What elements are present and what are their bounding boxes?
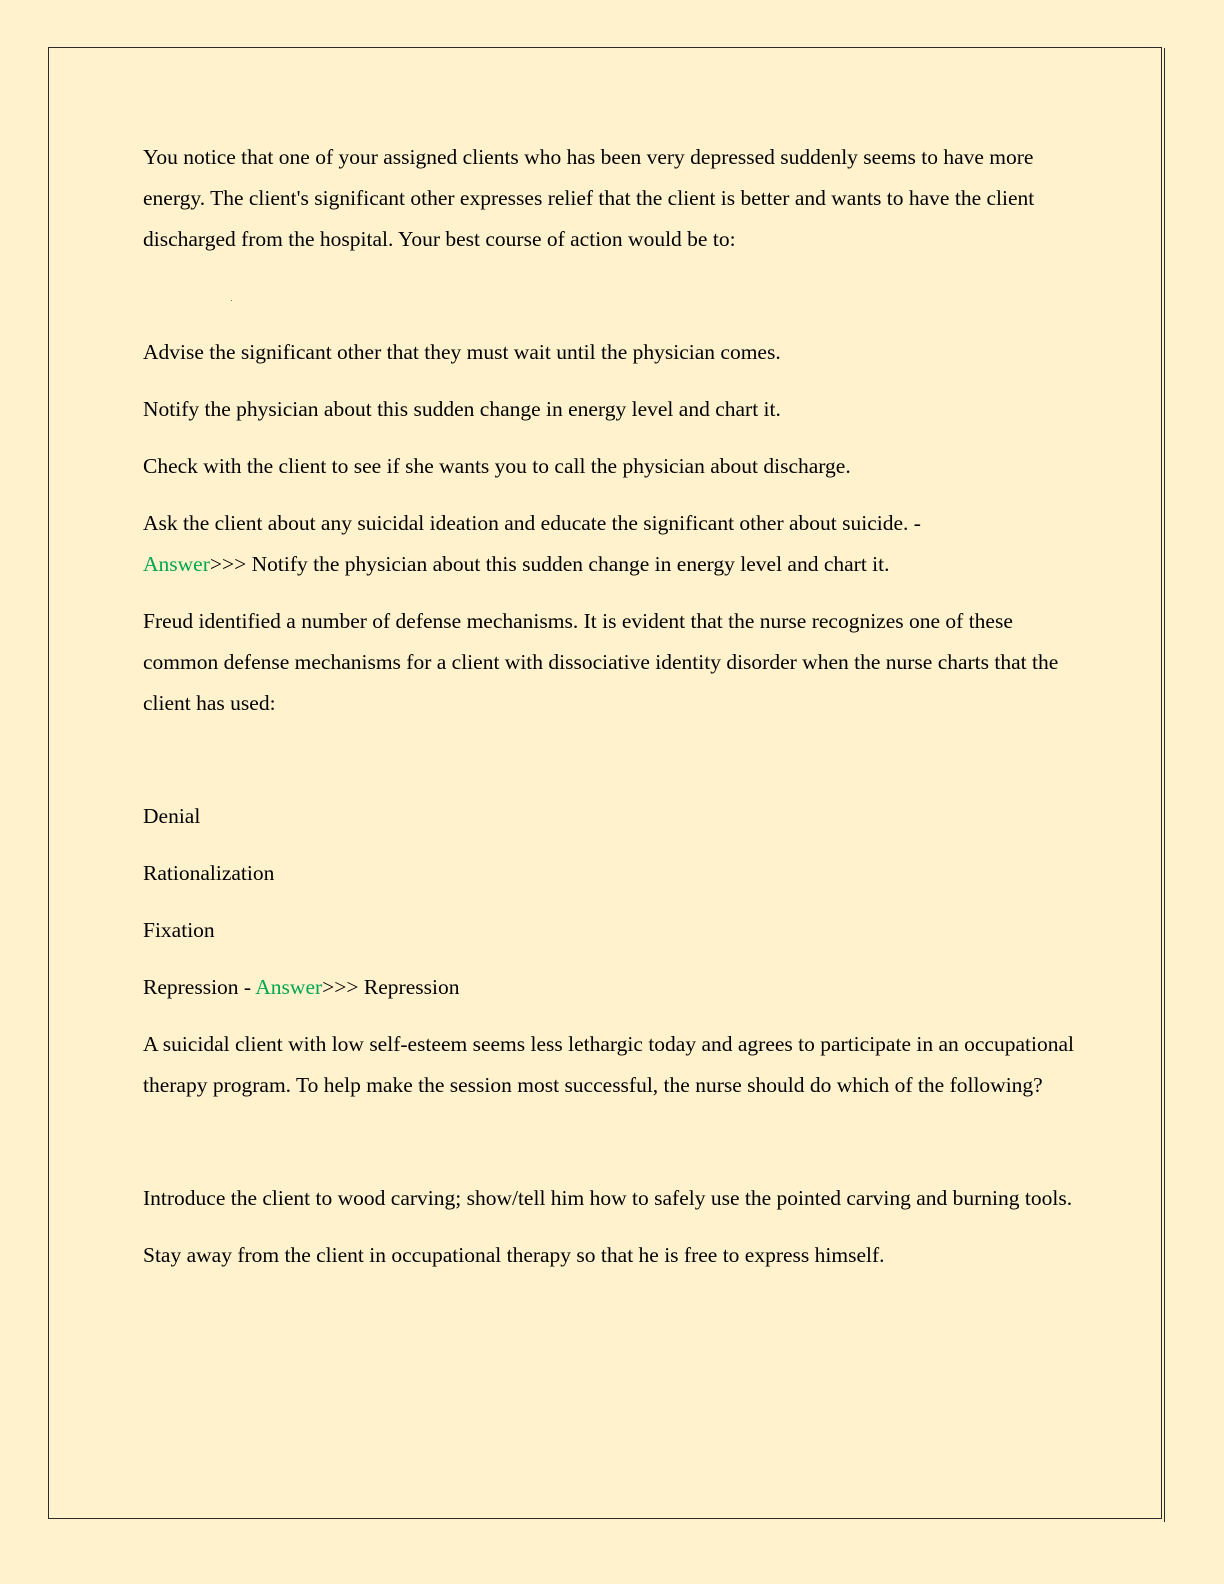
question-3-option-1: Introduce the client to wood carving; show/tell him how to safely use the pointed carving and burning tools. bbox=[143, 1186, 1073, 1210]
question-1-option-3: Check with the client to see if she wants you to call the physician about discharge. bbox=[143, 454, 851, 478]
question-2-option-4: Repression - bbox=[143, 975, 256, 999]
answer-marker: >>> bbox=[322, 975, 359, 999]
answer-marker: >>> bbox=[209, 552, 247, 576]
question-1-option-4-with-answer bbox=[143, 503, 1083, 585]
question-1-option-4: Ask the client about any suicidal ideation and educate the significant other about suicide. - bbox=[143, 511, 921, 535]
answer-text: Notify the physician about this sudden change in energy level and chart it. bbox=[246, 552, 890, 576]
question-1-option-1: Advise the significant other that they must wait until the physician comes. bbox=[143, 340, 781, 364]
question-2-option-1: Denial bbox=[143, 804, 201, 828]
answer-text: Repression bbox=[358, 975, 460, 999]
question-2-option-4-with-answer bbox=[143, 967, 1083, 1008]
question-1-option-2: Notify the physician about this sudden change in energy level and chart it. bbox=[143, 397, 781, 421]
document-body bbox=[143, 137, 1083, 1276]
question-2-stem: Freud identified a number of defense mechanisms. It is evident that the nurse recognizes one of these common defense mechanisms for a client with dissociative identity disorder when the nurse charts that the client has used: bbox=[143, 609, 1059, 715]
question-2-option-2: Rationalization bbox=[143, 861, 275, 885]
question-1-stem: You notice that one of your assigned clients who has been very depressed suddenly seems to have more energy. The client's significant other expresses relief that the client is better and wants to have the client discharged from the hospital. Your best course of action would be to: bbox=[143, 145, 1035, 251]
question-3-stem: A suicidal client with low self-esteem seems less lethargic today and agrees to participate in an occupational therapy program. To help make the session most successful, the nurse should do which of the following? bbox=[143, 1032, 1074, 1097]
question-2-option-3: Fixation bbox=[143, 918, 215, 942]
answer-label: Answer bbox=[143, 552, 210, 576]
answer-label: Answer bbox=[255, 975, 323, 999]
question-3-option-2: Stay away from the client in occupational therapy so that he is free to express himself. bbox=[143, 1243, 885, 1267]
